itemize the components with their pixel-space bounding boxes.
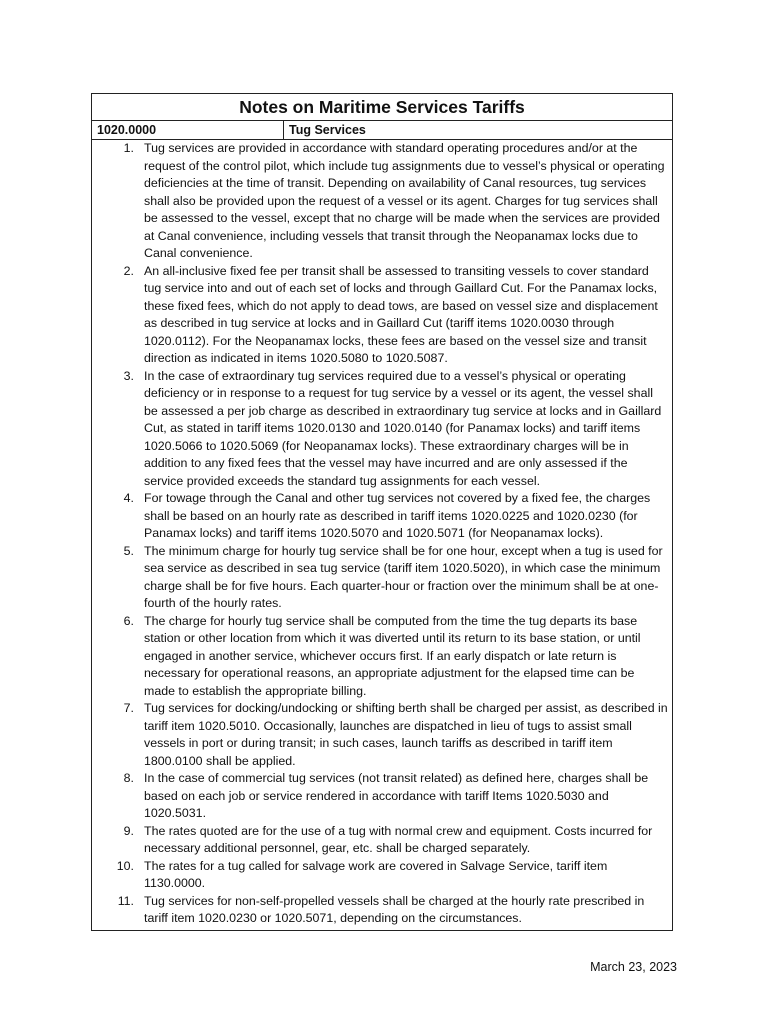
note-number: 3. xyxy=(123,368,134,383)
note-number: 7. xyxy=(123,701,134,715)
note-text: Tug services are provided in accordance with standard operating procedures and/or at the request of the control pilot, which include tug assignments due to vessel’s physical or operating deficiencies at the time of transit. Depending on availability of Canal resources, tug services shall also be provided upon the request of a vessel or its agent. Charges for tug services shall be assessed to the vessel, except that no charge will be made when the services are provided at Canal convenience, including vessels that transit through the Neopanamax locks due to Canal convenience. xyxy=(144,141,665,260)
note-number: 11. xyxy=(117,893,134,908)
note-text: Tug services for docking/undocking or shifting berth shall be charged per assist, as described in tariff item 1020.5010. Occasionally, launches are dispatched in lieu of tugs to assist small vessels in port or during transit; in such cases, launch tariffs as described in tariff item 1800.0100 shall be applied. xyxy=(144,701,668,768)
section-code: 1020.0000 xyxy=(92,121,284,139)
note-text: The minimum charge for hourly tug service shall be for one hour, except when a tug is used for sea service as described in sea tug service (tariff item 1020.5020), in which case the minimum charge shall be for five hours. Each quarter-hour or fraction over the minimum shall be at one-fourth of the hourly rates. xyxy=(144,543,663,610)
note-text: The charge for hourly tug service shall be computed from the time the tug departs its base station or other location from which it was diverted until its return to its base station, or until engaged in another service, whichever occurs first. If an early dispatch or late return is necessary for operational reasons, an appropriate adjustment for the elapsed time can be made to establish the appropriate billing. xyxy=(144,613,641,698)
note-item xyxy=(92,858,668,893)
note-item xyxy=(92,613,668,701)
note-text: An all-inclusive fixed fee per transit shall be assessed to transiting vessels to cover standard tug service into and out of each set of locks and through Gaillard Cut. For the Panamax locks, these fixed fees, which do not apply to dead tows, are based on vessel size and displacement as described in tug service at locks and in Gaillard Cut (tariff items 1020.0030 through 1020.0112). For the Neopanamax locks, these fees are based on the vessel size and transit direction as indicated in items 1020.5080 to 1020.5087. xyxy=(144,263,658,365)
note-number: 4. xyxy=(123,491,134,505)
note-number: 9. xyxy=(123,823,134,838)
note-text: In the case of commercial tug services (not transit related) as defined here, charges shall be based on each job or service rendered in accordance with tariff Items 1020.5030 and 1020.5031. xyxy=(144,771,649,820)
document-title: Notes on Maritime Services Tariffs xyxy=(92,94,672,121)
notes-list xyxy=(92,140,672,930)
note-item xyxy=(92,490,668,543)
note-item xyxy=(92,263,668,368)
note-item xyxy=(92,543,668,613)
note-number: 1. xyxy=(123,141,134,155)
footer-date: March 23, 2023 xyxy=(590,960,677,974)
note-item xyxy=(92,700,668,770)
section-name: Tug Services xyxy=(289,123,366,137)
note-number: 5. xyxy=(123,543,134,558)
section-header-row xyxy=(92,121,672,140)
note-item xyxy=(92,140,668,263)
note-number: 2. xyxy=(123,263,134,278)
note-text: For towage through the Canal and other tug services not covered by a fixed fee, the charges shall be based on an hourly rate as described in tariff items 1020.0225 and 1020.0230 (for Panamax locks) and tariff items 1020.5070 and 1020.5071 (for Neopanamax locks). xyxy=(144,491,651,540)
note-item xyxy=(92,770,668,823)
note-number: 8. xyxy=(123,771,134,785)
note-text: The rates for a tug called for salvage work are covered in Salvage Service, tariff item 1130.0000. xyxy=(144,858,608,890)
note-item xyxy=(92,368,668,491)
note-item xyxy=(92,893,668,928)
note-text: In the case of extraordinary tug services required due to a vessel’s physical or operating deficiency or in response to a request for tug service by a vessel or its agent, the vessel shall be assessed a per job charge as described in extraordinary tug service at locks and in Gaillard Cut, as stated in tariff items 1020.0130 and 1020.0140 (for Panamax locks) and tariff items 1020.5066 to 1020.5069 (for Neopanamax locks). These extraordinary charges will be in addition to any fixed fees that the vessel may have incurred and are only assessed if the service provided exceeds the standard tug assignments for each vessel. xyxy=(144,368,662,488)
note-text: The rates quoted are for the use of a tug with normal crew and equipment. Costs incurred for necessary additional personnel, gear, etc. shall be charged separately. xyxy=(144,823,653,855)
note-text: Tug services for non-self-propelled vessels shall be charged at the hourly rate prescribed in tariff item 1020.0230 or 1020.5071, depending on the circumstances. xyxy=(144,893,645,925)
tariff-notes-table xyxy=(91,93,673,931)
note-item xyxy=(92,823,668,858)
note-number: 6. xyxy=(123,613,134,628)
note-number: 10. xyxy=(116,858,134,873)
